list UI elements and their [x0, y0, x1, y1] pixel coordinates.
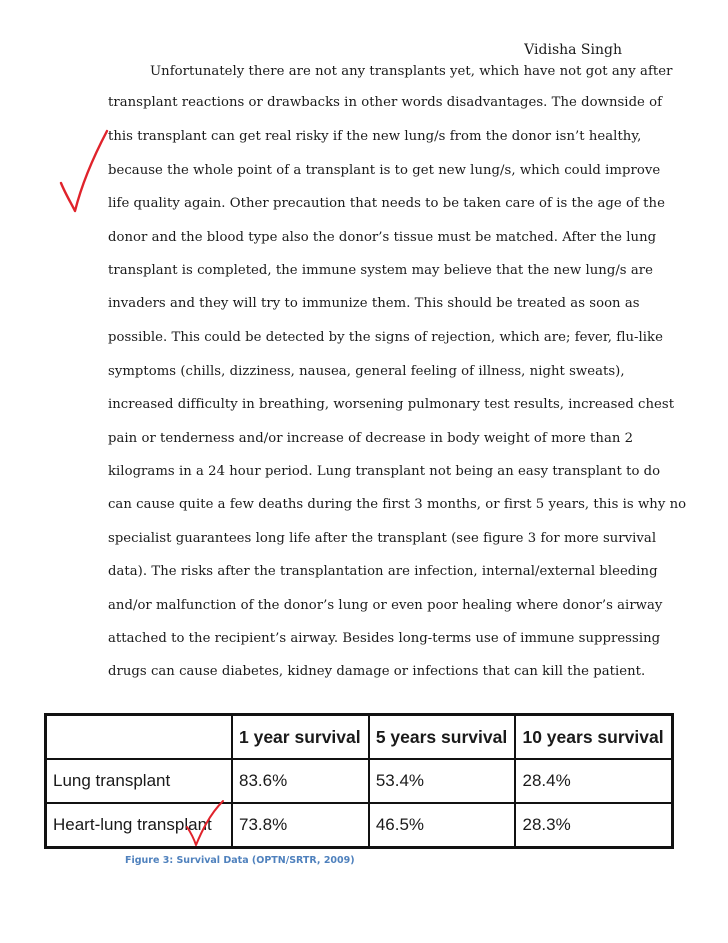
table-cell: 53.4%: [369, 759, 516, 803]
text-line: attached to the recipient’s airway. Besides long-terms use of immune suppressing: [108, 631, 661, 646]
table-header-cell: [46, 715, 233, 760]
text-line: life quality again. Other precaution that needs to be taken care of is the age of the: [108, 196, 665, 211]
table-row-label: Heart-lung transplant: [46, 803, 233, 848]
text-line: symptoms (chills, dizziness, nausea, general feeling of illness, night sweats),: [108, 364, 625, 379]
text-line: data). The risks after the transplantation are infection, internal/external bleeding: [108, 564, 658, 579]
table-header-cell: 5 years survival: [369, 715, 516, 760]
text-line: specialist guarantees long life after the transplant (see figure 3 for more survival: [108, 531, 657, 546]
text-line: donor and the blood type also the donor’s tissue must be matched. After the lung: [108, 230, 657, 245]
table-header-cell: 1 year survival: [232, 715, 369, 760]
figure-caption: Figure 3: Survival Data (OPTN/SRTR, 2009): [125, 855, 355, 866]
text-line: can cause quite a few deaths during the first 3 months, or first 5 years, this is why no: [108, 497, 687, 512]
table-row-label: Lung transplant: [46, 759, 233, 803]
table-cell: 28.4%: [515, 759, 672, 803]
table-cell: 83.6%: [232, 759, 369, 803]
table-cell: 46.5%: [369, 803, 516, 848]
text-line: transplant reactions or drawbacks in other words disadvantages. The downside of: [108, 95, 663, 110]
table-row: [46, 803, 673, 848]
text-line: transplant is completed, the immune system may believe that the new lung/s are: [108, 263, 653, 278]
text-line: and/or malfunction of the donor’s lung or even poor healing where donor’s airway: [108, 598, 663, 613]
table-header-row: [46, 715, 673, 760]
table-cell: 28.3%: [515, 803, 672, 848]
red-checkmark-icon: [183, 797, 227, 849]
text-line: pain or tenderness and/or increase of decrease in body weight of more than 2: [108, 431, 634, 446]
text-line: Unfortunately there are not any transplants yet, which have not got any after: [150, 64, 673, 79]
text-line: kilograms in a 24 hour period. Lung transplant not being an easy transplant to do: [108, 464, 661, 479]
text-line: invaders and they will try to immunize them. This should be treated as soon as: [108, 296, 640, 311]
table-cell: 73.8%: [232, 803, 369, 848]
text-line: because the whole point of a transplant is to get new lung/s, which could improve: [108, 163, 661, 178]
red-checkmark-icon: [55, 125, 111, 225]
text-line: this transplant can get real risky if the new lung/s from the donor isn’t healthy,: [108, 129, 642, 144]
survival-table: [44, 713, 674, 849]
table-row: [46, 759, 673, 803]
author-name: Vidisha Singh: [524, 42, 622, 58]
text-line: drugs can cause diabetes, kidney damage or infections that can kill the patient.: [108, 664, 646, 679]
text-line: increased difficulty in breathing, worsening pulmonary test results, increased chest: [108, 397, 675, 412]
table-header-cell: 10 years survival: [515, 715, 672, 760]
text-line: possible. This could be detected by the signs of rejection, which are; fever, flu-like: [108, 330, 663, 345]
